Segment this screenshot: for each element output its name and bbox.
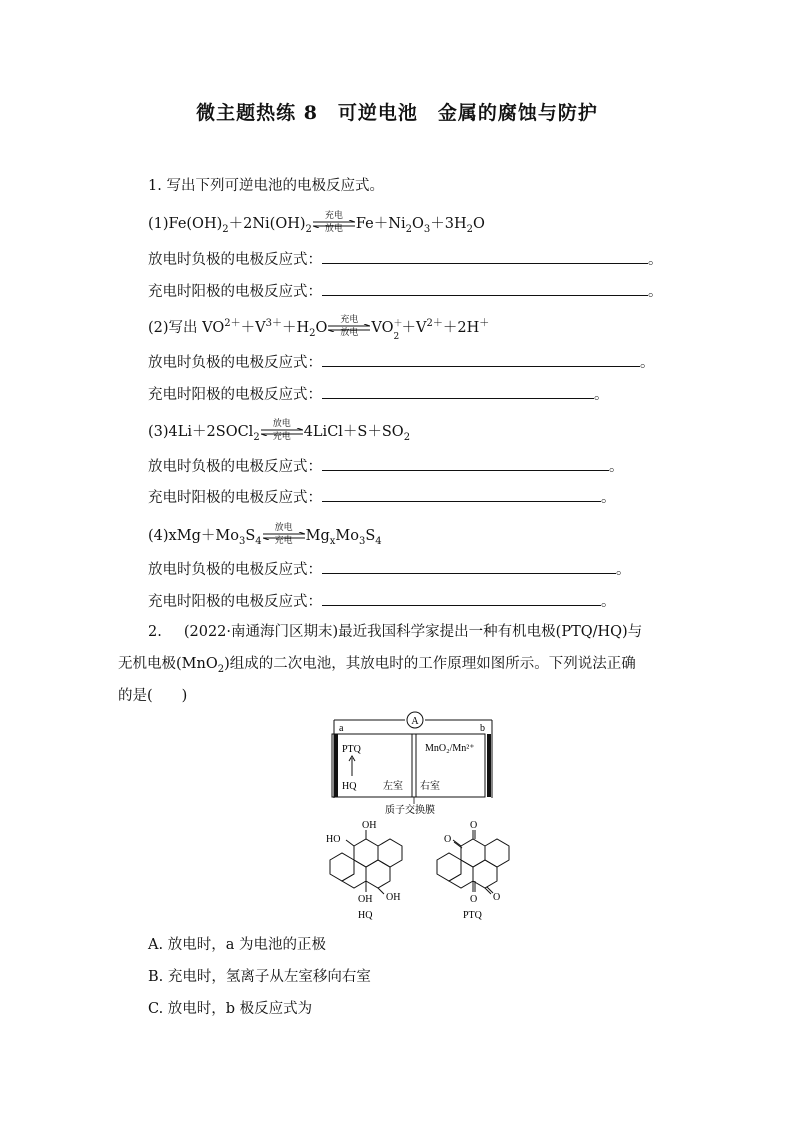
svg-text:O: O [470,820,478,831]
q2-line3: 的是( ) [118,688,188,704]
svg-text:OH: OH [386,892,401,903]
electrode-a-label: a [339,723,344,734]
svg-text:OH: OH [362,820,377,831]
blank-line[interactable] [322,383,594,399]
reaction-1: $(1)Fe(OH)_2+2Ni(OH)_2$ 充电 放电 $Fe+Ni_2O_3+3H_2O$ [148,211,485,235]
page-title: 微主题热练 8 可逆电池 金属的腐蚀与防护 [196,102,598,124]
svg-text:HO: HO [326,834,341,845]
blank-line[interactable] [322,351,640,367]
svg-text:O: O [470,894,478,905]
blank-line[interactable] [322,248,648,264]
ptq-name: PTQ [463,910,482,921]
ptq-label: PTQ [342,744,361,755]
hq-label: HQ [342,781,357,792]
equilibrium-arrow-icon: 充电 放电 [328,318,370,338]
option-b[interactable]: B. 充电时，氢离子从左室移向右室 [148,969,371,985]
electrode-a [334,734,338,797]
left-room-label: 左室 [383,781,403,792]
svg-text:O: O [493,892,501,903]
battery-cell-diagram [330,710,500,820]
answer-line-3a: 放电时负极的电极反应式： 。 [148,455,624,477]
ptq-structure [425,818,520,926]
q2-line1: 2. (2022·南通海门区期末)最近我国科学家提出一种有机电极(PTQ/HQ)与 [148,624,643,640]
blank-line[interactable] [322,558,616,574]
answer-line-3b: 充电时阳极的电极反应式： 。 [148,486,616,508]
answer-line-2b: 充电时阳极的电极反应式： 。 [148,383,609,405]
answer-line-4a: 放电时负极的电极反应式： 。 [148,558,631,580]
reaction-4: $(4)xMg+Mo_3S_4$ 放电 充电 $Mg_xMo_3S_4$ [148,523,382,547]
equilibrium-arrow-icon: 放电 充电 [261,422,303,442]
option-a[interactable]: A. 放电时，a 为电池的正极 [148,937,326,953]
equilibrium-arrow-icon: 充电 放电 [313,214,355,234]
svg-text:OH: OH [358,894,373,905]
blank-line[interactable] [322,455,609,471]
blank-line[interactable] [322,486,601,502]
membrane-label: 质子交换膜 [385,805,435,816]
option-c[interactable]: C. 放电时，b 极反应式为 [148,1001,313,1017]
ammeter-label: A [411,716,419,727]
hq-structure [318,818,413,926]
equilibrium-arrow-icon: 放电 充电 [263,526,305,546]
answer-line-1b: 充电时阳极的电极反应式： 。 [148,280,663,302]
hq-name: HQ [358,910,373,921]
electrode-b-label: b [480,723,485,734]
reaction-2: (2)写出 $VO^{2+}+V^{3+}+H_2O$ 充电 放电 VO ＋ 2 $+V^{2+}+2H^+$ [148,315,490,342]
blank-line[interactable] [322,590,601,606]
reaction-3: (3)4Li＋2SOCl$_2$ 放电 充电 $4LiCl+S+SO_2$ [148,419,411,443]
right-room-label: 右室 [420,781,440,792]
answer-line-2a: 放电时负极的电极反应式： 。 [148,351,655,373]
q1-stem: 1. 写出下列可逆电池的电极反应式。 [148,178,384,194]
answer-line-1a: 放电时负极的电极反应式： 。 [148,248,663,270]
q2-line2: 无机电极(MnO$_2$)组成的二次电池，其放电时的工作原理如图所示。下列说法正确 [118,656,636,675]
svg-text:O: O [444,834,452,845]
blank-line[interactable] [322,280,648,296]
electrode-b [487,734,491,797]
answer-line-4b: 充电时阳极的电极反应式： 。 [148,590,616,612]
mno2-label: MnO₂/Mn²⁺ [425,743,475,754]
